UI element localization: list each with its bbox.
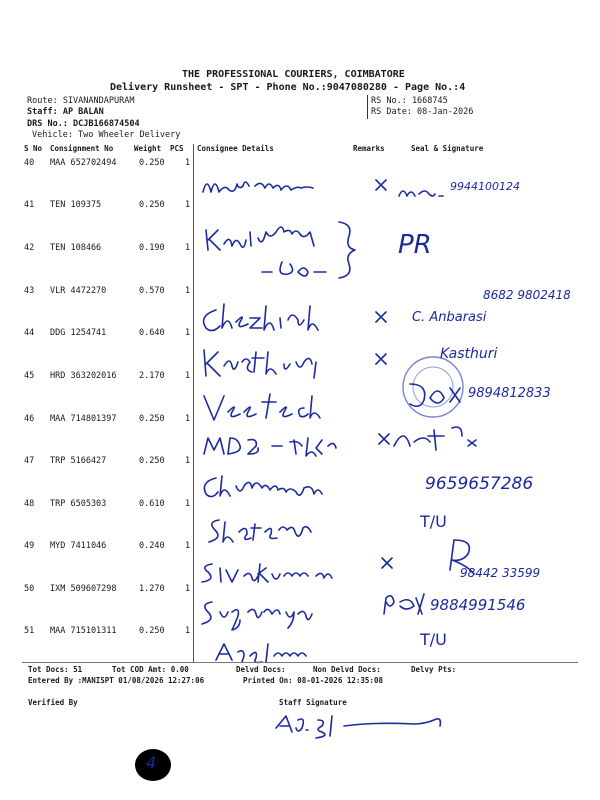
row-weight: 0.190	[139, 243, 165, 253]
col-consignment: Consignment No	[50, 144, 114, 153]
col-consignee: Consignee Details	[197, 144, 274, 153]
row-consignment: TEN 108466	[50, 243, 102, 253]
row-pcs: 1	[185, 286, 191, 296]
row-sno: 48	[24, 499, 35, 509]
col-remarks: Remarks	[353, 144, 385, 153]
row-weight: 1.270	[139, 584, 165, 594]
row-consignment: IXM 509607298	[50, 584, 117, 594]
remark-cross	[372, 350, 392, 370]
row-weight: 0.640	[139, 328, 165, 338]
row-pcs: 1	[185, 456, 191, 466]
row-pcs: 1	[185, 328, 191, 338]
handwritten-phone: 9659657286	[425, 474, 534, 494]
page-number-mark: 4	[146, 753, 157, 772]
handwritten-phone: 9884991546	[430, 596, 526, 614]
row-pcs: 1	[185, 158, 191, 168]
total-docs: Tot Docs: 51	[28, 665, 83, 674]
row-weight: 0.250	[139, 456, 165, 466]
handwritten-name	[200, 432, 360, 462]
remark-cross	[372, 308, 392, 328]
handwritten-phone: 98442 33599	[460, 566, 541, 580]
handwritten-note: T/U	[420, 630, 447, 649]
row-sno: 45	[24, 371, 35, 381]
col-sno: S No	[24, 144, 43, 153]
staff-signature-label: Staff Signature	[279, 698, 347, 707]
row-weight: 0.240	[139, 541, 165, 551]
handwritten-name	[200, 222, 340, 257]
handwritten-initials: PR	[398, 230, 432, 260]
handwritten-name	[205, 514, 325, 549]
row-sno: 50	[24, 584, 35, 594]
row-consignment: MAA 715101311	[50, 626, 117, 636]
row-sno: 47	[24, 456, 35, 466]
row-pcs: 1	[185, 371, 191, 381]
row-pcs: 1	[185, 499, 191, 509]
row-sno: 49	[24, 541, 35, 551]
row-consignment: DDG 1254741	[50, 328, 107, 338]
row-pcs: 1	[185, 626, 191, 636]
row-sno: 40	[24, 158, 35, 168]
handwritten-phone: 8682 9802418	[483, 288, 571, 302]
row-consignment: TRP 5166427	[50, 456, 107, 466]
row-consignment: MYD 7411046	[50, 541, 107, 551]
row-weight: 0.570	[139, 286, 165, 296]
row-pcs: 1	[185, 200, 191, 210]
handwritten-name	[195, 170, 345, 205]
signature-mark	[400, 378, 470, 414]
row-pcs: 1	[185, 243, 191, 253]
handwritten-name	[198, 300, 348, 340]
row-consignment: VLR 4472270	[50, 286, 107, 296]
row-weight: 2.170	[139, 371, 165, 381]
remark-cross	[378, 554, 398, 574]
rs-number: RS No.: 1668745	[371, 96, 448, 106]
row-sno: 51	[24, 626, 35, 636]
row-pcs: 1	[185, 541, 191, 551]
drs-number: DRS No.: DCJB166874504	[27, 119, 140, 129]
signature-mark	[388, 420, 498, 456]
row-pcs: 1	[185, 584, 191, 594]
delivery-points: Delvy Pts:	[411, 665, 457, 674]
handwritten-name	[198, 596, 338, 632]
handwritten-name	[198, 470, 348, 505]
total-cod: Tot COD Amt: 0.00	[112, 665, 189, 674]
rs-divider	[367, 95, 368, 119]
entered-by: Entered By :MANISPT 01/08/2026 12:27:06	[28, 676, 205, 685]
row-weight: 0.250	[139, 158, 165, 168]
route-label: Route: SIVANANDAPURAM	[27, 96, 135, 106]
row-sno: 43	[24, 286, 35, 296]
handwritten-signature: C. Anbarasi	[412, 310, 487, 325]
handwritten-name	[198, 388, 338, 428]
remark-cross	[372, 176, 392, 196]
handwritten-name	[212, 640, 322, 664]
row-sno: 41	[24, 200, 35, 210]
row-weight: 0.250	[139, 200, 165, 210]
handwritten-name	[198, 558, 338, 588]
row-sno: 42	[24, 243, 35, 253]
verified-by-label: Verified By	[28, 698, 78, 707]
row-sno: 44	[24, 328, 35, 338]
row-weight: 0.250	[139, 414, 165, 424]
handwritten-note: T/U	[420, 512, 447, 531]
handwritten-phone: 9944100124	[450, 180, 520, 193]
handwritten-name	[198, 344, 348, 384]
row-pcs: 1	[185, 414, 191, 424]
runsheet-title: Delivery Runsheet - SPT - Phone No.:9047080280 - Page No.:4	[110, 82, 466, 93]
row-consignment: TRP 6505303	[50, 499, 107, 509]
row-consignment: MAA 714801397	[50, 414, 117, 424]
handwritten-phone: 9894812833	[468, 386, 551, 401]
staff-label: Staff: AP BALAN	[27, 107, 104, 117]
footer-divider	[22, 662, 578, 663]
row-weight: 0.250	[139, 626, 165, 636]
row-weight: 0.610	[139, 499, 165, 509]
delivered-docs: Delvd Docs:	[236, 665, 286, 674]
col-weight: Weight	[134, 144, 162, 153]
handwritten-name	[260, 258, 340, 283]
company-title: THE PROFESSIONAL COURIERS, COIMBATORE	[182, 69, 405, 80]
row-consignment: TEN 109375	[50, 200, 102, 210]
col-pcs: PCS	[170, 144, 184, 153]
non-delivered-docs: Non Delvd Docs:	[313, 665, 381, 674]
printed-on: Printed On: 08-01-2026 12:35:08	[243, 676, 383, 685]
brace-mark	[335, 220, 365, 280]
handwritten-signature: Kasthuri	[440, 346, 498, 362]
row-consignment: MAA 652702494	[50, 158, 117, 168]
vehicle-label: Vehicle: Two Wheeler Delivery	[32, 130, 181, 140]
rs-date: RS Date: 08-Jan-2026	[371, 107, 474, 117]
col-seal: Seal & Signature	[411, 144, 484, 153]
row-consignment: HRD 363202016	[50, 371, 117, 381]
staff-signature	[270, 708, 470, 744]
row-sno: 46	[24, 414, 35, 424]
